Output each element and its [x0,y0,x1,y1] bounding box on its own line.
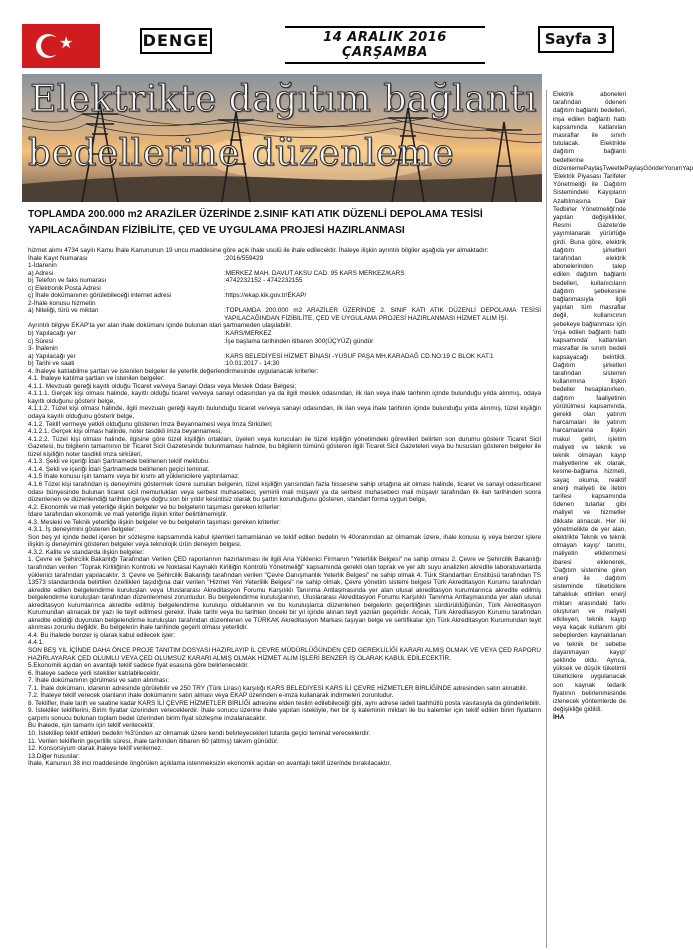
detail-value: :KARS BELEDİYESİ HİZMET BİNASI -YUSUF PAŞA MH.KARADAĞ CD.NO:19 C BLOK KAT:1 [224,352,494,360]
column-divider [546,90,547,948]
condition-paragraph: 4.4. Bu ihalede benzer iş olarak kabul edilecek işler: [28,631,176,639]
detail-label: 2-İhale konusu hizmetin [28,299,96,307]
detail-row [28,292,541,300]
sidebar-signature: İHA [553,714,565,722]
detail-row [28,277,541,285]
condition-paragraph: 4.4.1. [28,639,44,647]
detail-label: b) Telefon ve faks numarası [28,277,107,285]
detail-label: İhale Kayıt Numarası [28,254,88,262]
condition-paragraph: Son beş yıl içinde bedel içeren bir sözleşme kapsamında kabul işlemleri tamamlanan ve teklif edilen bedelin % 40oranından az olmamak üzere, ihale konusu iş veya benzer işlere ilişkin iş deneyimini gösteren belgeler veya teknolojik ürün deneyim belgesi. [28,533,541,549]
condition-paragraph: 4.1.1.1. Gerçek kişi olması halinde, kayıtlı olduğu ticaret ve/veya sanayi odasından ya da ilgili meslek odasından, ilk ilan veya ihale tarihinin içinde bulunduğu yılda alınmış, odaya kayıtlı olduğunu gösterir belge, [28,390,541,405]
detail-label: ç) İhale dokümanının görülebileceği internet adresi [28,292,172,300]
condition-paragraph: 4.1.1.2. Tüzel kişi olması halinde, ilgili mevzuatı gereği kayıtlı bulunduğu ticaret ve/veya sanayi odasından, ilk ilan veya ihale tarihinin içinde bulunduğu yılda alınmış, tüzel kişiliğin odaya kayıtlı olduğunu gösterir belge, [28,405,541,421]
detail-row [28,345,541,353]
turkish-flag-icon: ★ [22,24,100,68]
detail-value: :10.01.2017 - 14:30 [224,360,280,368]
condition-paragraph: 4.1.5 İhale konusu işin tamamı veya bir kısmı alt yüklenicilere yaptırılamaz. [28,473,240,481]
detail-value: :İşe başlama tarihinden itibaren 300(ÜÇYÜZ) gündür [224,337,374,345]
detail-value [224,262,541,270]
condition-paragraph: 4.1.6 Tüzel kişi tarafından iş deneyimini göstermek üzere sunulan belgenin, tüzel kişiliğin yarısından fazla hissesine sahip ortağına ait olması halinde, ticaret ve sanayi odası/ticaret odası bünyesinde bulunan ticaret sicil memurlukları veya serbest muhasebeci, yeminli mali müşavir ya da serbest muhasebeci mali müşavir tarafından ilk ilan tarihinden sonra düzenlenen ve düzenlendiği tarihten geriye doğru son bir yıldır kesintisiz olarak bu şartın korunduğunu gösteren, standart forma uygun belge, [28,480,541,504]
condition-paragraph: 11. Verilen tekliflerin geçerlilik süresi, ihale tarihinden itibaren 60 (altmış) takvim günüdür. [28,737,279,745]
tender-notice [28,247,541,947]
detail-row [28,353,541,361]
detail-label: b) Yapılacağı yer [28,330,76,338]
condition-paragraph: 6. İhaleye sadece yerli istekliler katılabilecektir. [28,669,161,677]
detail-row [28,255,541,263]
condition-paragraph: İdare tarafından ekonomik ve mali yeterliğe ilişkin kriter belirtilmemiştir. [28,511,228,519]
tender-schedule-list [28,330,541,368]
condition-paragraph: 4.3.1. İş deneyimini gösteren belgeler: [28,526,136,534]
condition-paragraph: 8. Teklifler, ihale tarih ve saatine kadar KARS İLİ ÇEVRE HİZMETLER BİRLİĞİ adresine elden teslim edilebileceği gibi, aynı adrese iadeli taahhütlü posta vasıtasıyla da gönderilebilir. [28,699,541,707]
sidebar-news-column [553,91,693,723]
detail-label: 1-İdarenin [28,262,57,270]
condition-paragraph: 4.3.2. Kalite ve standarda ilişkin belgeler: [28,548,145,556]
condition-paragraph: 4.1.2.1. Gerçek kişi olması halinde, noter tasdikli imza beyannamesi, [28,428,222,436]
issue-date: 14 ARALIK 2016 ÇARŞAMBA [285,26,485,64]
condition-paragraph: 4.1.2.2. Tüzel kişi olması halinde, ilgisine göre tüzel kişiliğin ortakları, üyeleri veya kurucuları ile tüzel kişiliğin yönetimdeki görevlileri belirten son durumu gösterir Ticaret Sicil Gazetesi, bu bilgilerin tamamının bir Ticaret Sicil Gazetesinde bulunmaması halinde, bu bilgilerin tümünü gösteren ilgili Ticaret Sicil Gazeteleri veya bu hususları gösteren belgeler ile tüzel kişiliğin noter tasdikli imza sirküleri, [28,435,541,458]
condition-paragraph: 10. İsteklilер teklif ettikleri bedelin %3'ünden az olmamak üzere kendi belirleyecekleri tutarda geçici teminat vereceklerdir. [28,730,371,737]
hero-image [22,74,542,202]
detail-label: 3- İhalenin [28,345,58,353]
newspaper-brand: DENGE [140,28,212,54]
condition-paragraph: 5.Ekonomik açıdan en avantajlı teklif sadece fiyat esasına göre belirlenecektir. [28,662,249,670]
condition-paragraph: 4.1. İhaleye katılma şartları ve istenilen belgeler: [28,375,165,383]
condition-paragraph: SON BEŞ YIL İÇİNDE DAHA ÖNCE PROJE TANITIM DOSYASI HAZIRLAYIP İL ÇEVRE MÜDÜRLÜĞÜNDEN ÇED GEREKLİLİĞİ KARARI ALMIŞ OLMAK VE VEYA ÇED RAPORU HAZIRLAYARAK ÇED OLUMLU VEYA ÇED OLUMSUZ KARARI ALMIŞ OLMAK HİZMET ALIM İŞLERİ BENZER İŞ OLARAK KABUL EDİLECEKTİR. [28,646,541,662]
condition-paragraph: 4.1.1. Mevzuatı gereği kayıtlı olduğu Ticaret ve/veya Sanayi Odası veya Meslek Odası Belgesi; [28,382,297,390]
detail-label: b) Tarihi ve saati [28,360,75,368]
condition-paragraph: 7.2. İhaleye teklif verecek olanların ihale dokümanını satın alması veya EKAP üzerinden e-imza kullanarak indirmeleri zorunludur. [28,692,394,700]
condition-paragraph: Bu ihalede, işin tamamı için teklif verilecektir. [28,722,155,730]
condition-paragraph: 4.1.3. Şekli ve içeriği İdari Şartnamede belirlenen teklif mektubu. [28,458,210,466]
condition-paragraph: 4. İhaleye katılabilme şartları ve istenilen belgeler ile yeterlik değerlendirmesinde uygulanacak kriterler: [28,367,319,375]
detail-label: c) Süresi [28,337,54,345]
detail-value: :KARS/MERKEZ [224,330,272,338]
condition-paragraph: 1. Çevre ve Şehircilik Bakanlığı Tarafından Verilen ÇED raporlarının hazırlanması ile ilgili Ana Yüklenici Firmanın "Yeterlilik Belgesi" ne sahip olması 2. Çevre ve Şehircilik Bakanlığı tarafından verilen "Toprak Kirliliğinin Kontrolü ve Noktasal Kaynaklı Kirliliğin Kontrolü Yönetmeliği" kapsamında gerekli olan toprak ve yer altı suyu analizleri akredite laboratuvarlarda yüklenici tarafından yapılacaktır. 3. Çevre ve Şehircilik Bakanlığı tarafından verilen "Çevre Danışmanlık Yeterlik Belgesi" ne sahip olmak 4. Türk Standartları Enstitüsü tarafından TS 13573 standardında belirtilen özellikleri taşıdığına dair verilen "Hizmet Yeri Yeterlilik Belgesi" ne sahip olmak, Çevre yönetim sistemi belgesi Türk Akreditasyon Kurumu tarafından akredite edilen belgelendirme kuruluşları veya Uluslararası Akreditasyon Forumu Karşılıklı Tanınma Antlaşmasında yer alan ulusal akreditasyon kurumlarınca akredite edilmiş belgelendirme kuruluşları tarafından düzenlenmesi zorunludur. Bu belgelendirme kuruluşlarının, Uluslararası Akreditasyon Forumu Karşılıklı Tanınma Antlaşmasında yer alan ulusal akreditasyon kurumlarınca akredite edilmiş belgelendirme kuruluşu olduklarının ve bu kuruluşlarca düzenlenen belgelerin geçerliliğinin sürdürüldüğünün, Türk Akreditasyon Kurumundan alınacak bir yazı ile teyit edilmesi gerekir. İhale tarihi veya bu tarihten önceki bir yıl içinde alınan teyit yazıları geçerlidir. Ancak, Türk Akreditasyon Kurumu tarafından akredite edildiği duyurulan belgelendirme kuruluşları tarafından düzenlenen ve TÜRKAK Akreditasyon Markası taşıyan belge ve sertifikalar için Türk Akreditasyon Kurumundan teyit alınması zorunlu değildir. Bu belgelerin ihale tarihinde geçerli olması yeterlidir. [28,556,541,632]
detail-label: c) Elektronik Posta Adresi [28,284,101,292]
detail-row [28,307,541,322]
hero-headline-line-2: bedellerine düzenleme [28,133,455,174]
article-headline: TOPLAMDA 200.000 m2 ARAZİLER ÜZERİNDE 2.SINIF KATI ATIK DÜZENLİ DEPOLAMA TESİSİ YAPILACAĞINDAN FİZİBİLİTE, ÇED VE UYGULAMA PROJESİ HAZIRLANMASI [28,209,483,236]
detail-value: :4742232152 - 4742232155 [224,277,303,285]
detail-value: :https://ekap.kik.gov.tr/EKAP/ [224,292,307,300]
detail-row [28,360,541,368]
condition-paragraph: 7. İhale dokümanının görülmesi ve satın alınması: [28,677,170,685]
detail-row [28,262,541,270]
condition-paragraph: 12. Konsorsiyum olarak ihaleye teklif verilemez. [28,745,163,753]
note-paragraph: Ayrıntılı bilgiye EKAP'ta yer alan ihale dokümanı içinde bulunan idari şartnameden ulaşılabilir. [28,322,292,330]
detail-value: :2016/559429 [224,254,264,262]
detail-label: a) Adresi [28,269,54,277]
detail-value [224,345,541,353]
condition-paragraph: 7.1. İhale dokümanı, idarenin adresinde görülebilir ve 250 TRY (Türk Lirası) karşılığı KARS BELEDİYESİ KARS İLİ ÇEVRE HİZMETLER BİRLİĞİNDE adresinden satın alınabilir. [28,684,528,692]
detail-row [28,330,541,338]
page-number: Sayfa 3 [538,26,614,53]
detail-value: : [224,284,226,292]
intro-paragraph: hizmet alımı 4734 sayılı Kamu İhale Kanununun 19 uncu maddesine göre açık ihale usulü ile ihale edilecektir. İhaleye ilişkin ayrıntılı bilgiler aşağıda yer almaktadır: [28,247,489,254]
condition-paragraph: 9. İstekliler tekliflerini, Birim fiyatlar üzerinden vereceklerdir. İhale sonucu üzerine ihale yapılan istekliyle, her bir iş kaleminin miktarı ile bu kalemler için teklif edilen birim fiyatların çarpımı sonucu bulunan toplam bedel üzerinden birim fiyat sözleşme imzalanacaktır. [28,707,541,722]
tender-conditions [28,368,541,768]
sidebar-body: Elektrik aboneleri tarafından ödenen dağıtım bağlantı bedelleri, inşa edilen bağlantı hattı kapsamında katlanılan masraflar ile sınırlı tutulacak. Elektrikte dağıtım bağlantı bedellerine düzenlemePaylaşTweetlePaylaşGönderYorumYap 'Elektrik Piyasası Tarifeler Yönetmeliği ile Dağıtım Sistemindeki Kayıpların Azaltılmasına Dair Tedbirler Yönetmeliği'nde yapılan değişiklikler, Resmi Gazete'de yayımlanarak yürürlüğe girdi. Buna göre, elektrik dağıtım şirketleri tarafından elektrik abonelerinden talep edilen dağıtım bağlantı bedelleri, kullanıcıların dağıtım şebekesine bağlanmasıyla ilgili yapılan tüm masraflar değil, kullanıcının şebekeye bağlanması için 'inşa edilen bağlantı hattı kapsamında' katlanılan masraflar ile sınırlı bedeli kapsayacağı belirtildi. Dağıtım şirketleri tarafından sistemin kullanımına ilişkin bedeller hesaplanırken, dağıtım faaliyetinin yürütülmesi kapsamında, gerekli olan yatırım harcamaları ile yatırım harcamalarına ilişkin makul getiri, işletim maliyeti ve teknik ve teknik olmayan kayıp maliyetlerine ek olarak, kesme-bağlama hizmeti, sayaç okuma, reaktif enerji maliyeti ile iletim tarifesi kapsamında ödenen tutarlar gibi maliyet ve hizmetler dikkate alınacak. Her iki yönetmelikte de yer alan, elektrikte Teknik ve teknik olmayan kayıp' tanımı, maliyetin etkilenmesi ibaresi eklenerek, 'Dağıtım sistemine giren enerji ile dağıtım sisteminde tüketicilere tahakkuk ettirilen enerji miktarı arasındaki farkı oluşturan ve maliyeti etkileyen, teknik kayıp veya kaçak kullanım gibi sebeplerden kaynaklanan ve teknik bir sebebe dayanmayan kayıp' şeklinde oldu. Ayrıca, yüksek ve düşük tüketimli tüketicilere uygulanacak son kaynak tedarik fiyatının belirlenmesinde izlenecek yöntemlerde de değişikliğe gidildi. [553,91,693,714]
tender-details-list [28,255,541,323]
condition-paragraph: 4.1.4. Şekli ve içeriği İdari Şartnamede belirlenen geçici teminat. [28,465,210,473]
hero-headline-line-1: Elektrikte dağıtım bağlantı [30,79,537,120]
detail-row [28,338,541,346]
condition-paragraph: 4.2. Ekonomik ve mali yeterliğe ilişkin belgeler ve bu belgelerin taşıması gereken kriterler: [28,503,281,511]
detail-row [28,270,541,278]
condition-paragraph: 4.3. Mesleki ve Teknik yeterliğe ilişkin belgeler ve bu belgelerin taşıması gereken kriterler: [28,518,281,526]
detail-value: :TOPLAMDA 200.000 m2 ARAZİLER ÜZERİNDE 2. SINIF KATI ATIK DÜZENLİ DEPOLAMA TESİSİ YAPILACAĞINDAN FİZİBİLİTE, ÇED VE UYGULAMA PROJESİ HAZIRLANMASI HİZMET ALIM İŞİ. [224,307,541,322]
detail-value: :MERKEZ MAH. DAVUT AKSU CAD. 95 KARS MERKEZ/KARS [224,269,405,277]
condition-paragraph: İhale, Kanunun 38 inci maddesinde öngörülen açıklama istenmeksizin ekonomik açıdan en avantajlı teklif üzerinde bırakılacaktır. [28,760,392,768]
condition-paragraph: 13.Diğer hususlar: [28,752,80,760]
detail-label: a) Niteliği, türü ve miktarı [28,307,99,315]
condition-paragraph: 4.1.2. Teklif vermeye yetkili olduğunu gösteren İmza Beyannamesi veya İmza Sirküleri; [28,420,273,428]
detail-label: a) Yapılacağı yer [28,352,76,360]
